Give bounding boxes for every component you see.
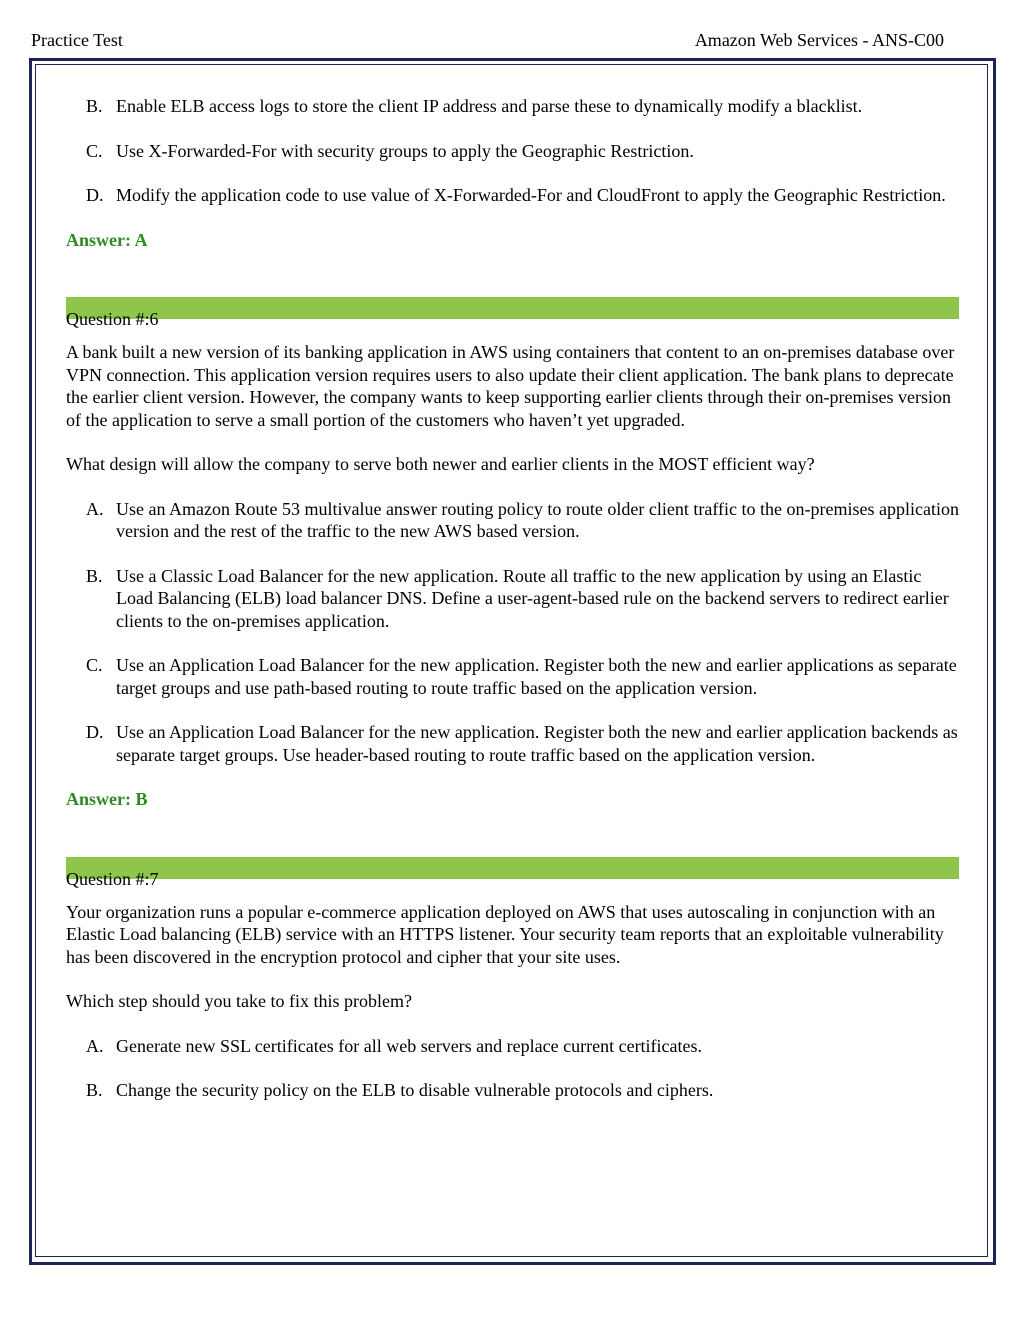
prev-option-d	[66, 184, 959, 207]
option-text: Change the security policy on the ELB to disable vulnerable protocols and ciphers.	[116, 1080, 714, 1100]
q7-option-b	[66, 1079, 959, 1102]
prev-option-b	[66, 95, 959, 118]
option-letter: B.	[86, 96, 103, 116]
option-letter: A.	[86, 1035, 104, 1056]
q6-option-b	[66, 565, 959, 633]
option-letter: C.	[86, 655, 103, 675]
question-7-prompt: Which step should you take to fix this problem?	[66, 991, 412, 1011]
option-text: Use an Application Load Balancer for the new application. Register both the new and earlier applications as separate target groups and use path-based routing to route traffic based on the application version.	[116, 655, 957, 698]
prev-option-c	[66, 140, 959, 163]
q6-option-d	[66, 721, 959, 766]
option-letter: C.	[86, 140, 103, 161]
page-content	[66, 95, 959, 1124]
option-text: Modify the application code to use value of X-Forwarded-For and CloudFront to apply the Geographic Restriction.	[116, 185, 946, 205]
option-text: Use a Classic Load Balancer for the new application. Route all traffic to the new application by using an Elastic Load Balancing (ELB) load balancer DNS. Define a user-agent-based rule on the backend servers to redirect earlier clients to the on-premises application.	[116, 565, 949, 631]
q7-option-a	[66, 1035, 959, 1058]
question-bar	[66, 297, 959, 319]
option-text: Enable ELB access logs to store the client IP address and parse these to dynamically modify a blacklist.	[116, 96, 863, 116]
question-bar	[66, 857, 959, 879]
option-letter: D.	[86, 185, 104, 205]
option-letter: B.	[86, 1080, 103, 1100]
option-letter: A.	[86, 498, 104, 519]
option-letter: B.	[86, 565, 103, 586]
header-left-title: Practice Test	[31, 30, 123, 50]
question-6-prompt: What design will allow the company to serve both newer and earlier clients in the MOST efficient way?	[66, 454, 815, 474]
option-letter: D.	[86, 722, 104, 742]
q6-option-a	[66, 498, 959, 543]
question-6-header	[66, 297, 959, 329]
option-text: Generate new SSL certificates for all web servers and replace current certificates.	[116, 1035, 703, 1056]
option-text: Use an Amazon Route 53 multivalue answer routing policy to route older client traffic to the on-premises application version and the rest of the traffic to the new AWS based version.	[116, 498, 959, 541]
question-6-answer: Answer: B	[66, 789, 148, 809]
prev-answer: Answer: A	[66, 229, 148, 250]
question-6-body: A bank built a new version of its banking application in AWS using containers that content to an on-premises database over VPN connection. This application version requires users to also update their client application. The bank plans to deprecate the earlier client version. However, the company wants to keep supporting earlier clients through their on-premises version of the application to serve a small portion of the customers who haven’t yet upgraded.	[66, 342, 955, 430]
option-text: Use X-Forwarded-For with security groups to apply the Geographic Restriction.	[116, 140, 694, 161]
question-7-label: Question #:7	[66, 868, 159, 889]
q6-option-c	[66, 654, 959, 699]
question-7-header	[66, 857, 959, 889]
question-7-body: Your organization runs a popular e-commerce application deployed on AWS that uses autoscaling in conjunction with an Elastic Load balancing (ELB) service with an HTTPS listener. Your security team reports that an exploitable vulnerability has been discovered in the encryption protocol and cipher that your site uses.	[66, 901, 944, 967]
question-6-label: Question #:6	[66, 309, 159, 329]
header-right-title: Amazon Web Services - ANS-C00	[694, 30, 944, 50]
option-text: Use an Application Load Balancer for the new application. Register both the new and earlier application backends as separate target groups. Use header-based routing to route traffic based on the application version.	[116, 722, 958, 765]
